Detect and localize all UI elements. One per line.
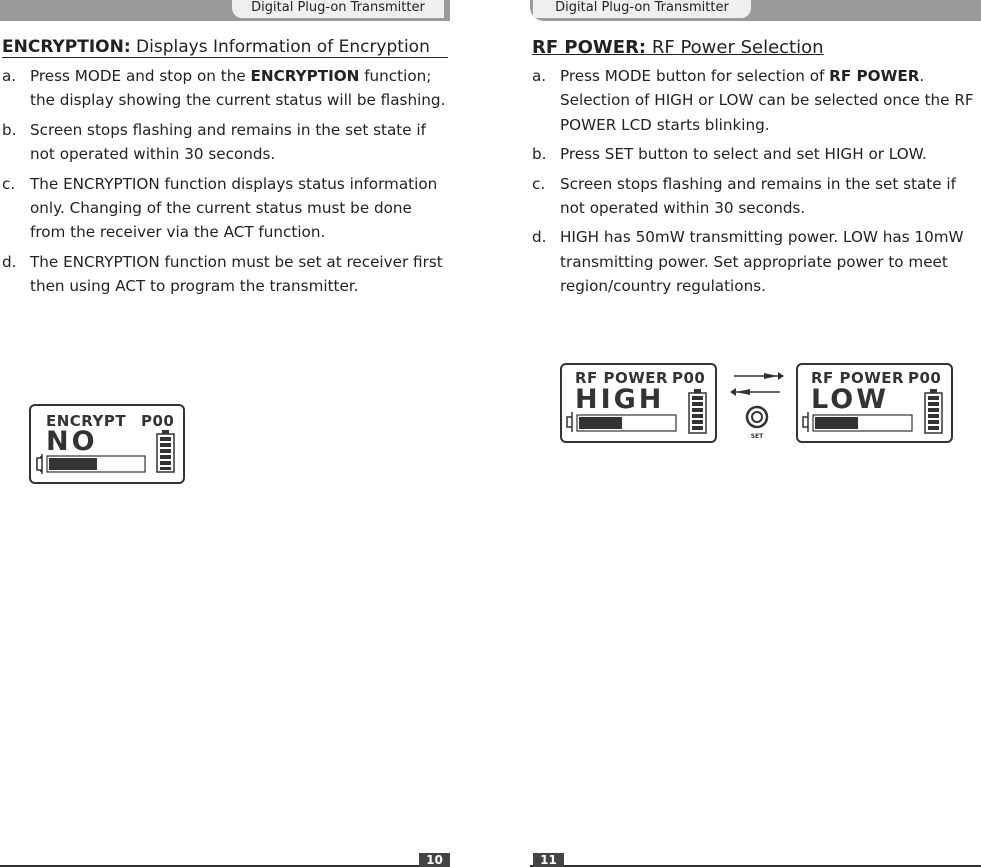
speaker-icon <box>803 412 808 432</box>
header-title: Digital Plug-on Transmitter <box>232 0 444 18</box>
list-item <box>2 172 448 245</box>
section-title-keyword: ENCRYPTION: <box>2 37 131 57</box>
lcd-graphics <box>31 406 187 486</box>
lcd-value: LOW <box>811 384 889 415</box>
set-button-icon <box>747 407 767 427</box>
lcd-display-encrypt <box>29 404 185 484</box>
arrow-left-icon <box>730 388 780 396</box>
list-item <box>2 64 448 113</box>
item-text: function; the display showing the current status will be flashing. <box>30 67 446 110</box>
lcd-value: NO <box>46 426 98 457</box>
list-item <box>532 172 978 221</box>
item-marker: c. <box>532 174 546 193</box>
speaker-icon <box>37 454 42 474</box>
list-item <box>532 225 978 298</box>
audio-meter-fill <box>579 417 622 429</box>
list-item <box>2 250 448 299</box>
item-marker: b. <box>2 120 17 139</box>
section-title <box>532 37 824 58</box>
list-item <box>532 142 978 166</box>
speaker-icon <box>567 412 572 432</box>
list-item <box>532 64 978 137</box>
lcd-function-label: RF POWER <box>811 369 905 387</box>
section-title <box>2 37 448 58</box>
section-title-keyword: RF POWER: <box>532 37 647 58</box>
lcd-graphics <box>562 365 719 445</box>
item-text: Press MODE and stop on the <box>30 67 251 85</box>
instruction-list <box>2 64 448 304</box>
arrow-right-icon <box>734 372 784 380</box>
header-title: Digital Plug-on Transmitter <box>533 0 751 18</box>
instruction-list <box>532 64 978 304</box>
battery-icon <box>157 430 174 472</box>
toggle-diagram <box>728 368 788 442</box>
item-keyword: ENCRYPTION <box>250 67 360 85</box>
lcd-preset-label: P00 <box>141 412 175 430</box>
item-text: The ENCRYPTION function displays status information only. Changing of the current status must be done from the receiver via the ACT function. <box>30 174 438 242</box>
list-item <box>2 118 448 167</box>
item-marker: a. <box>532 67 547 85</box>
battery-icon <box>689 389 706 433</box>
item-marker: b. <box>532 145 547 164</box>
item-text: . Selection of HIGH or LOW can be selected once the RF POWER LCD starts blinking. <box>560 67 974 134</box>
item-text: The ENCRYPTION function must be set at receiver first then using ACT to program the transmitter. <box>30 252 443 296</box>
audio-meter-fill <box>815 417 858 429</box>
lcd-display-rf-low <box>796 363 953 443</box>
audio-meter-fill <box>49 458 97 470</box>
left-page <box>0 0 450 867</box>
lcd-preset-label: P00 <box>908 369 942 387</box>
lcd-function-label: RF POWER <box>575 369 669 387</box>
item-marker: a. <box>2 67 17 85</box>
right-page <box>530 0 981 867</box>
lcd-function-label: ENCRYPT <box>46 412 127 430</box>
battery-icon <box>925 389 942 433</box>
item-marker: d. <box>2 252 17 271</box>
set-button-label: SET <box>750 433 764 440</box>
item-text: Screen stops flashing and remains in the set state if not operated within 30 seconds. <box>560 174 956 218</box>
item-text: Press SET button to select and set HIGH or LOW. <box>560 145 927 164</box>
item-marker: d. <box>532 228 547 247</box>
item-keyword: RF POWER <box>829 67 920 85</box>
page-number: 11 <box>533 853 564 867</box>
item-text: HIGH has 50mW transmitting power. LOW has 10mW transmitting power. Set appropriate power to meet region/country regulations. <box>560 228 964 296</box>
lcd-value: HIGH <box>575 384 665 415</box>
page-number: 10 <box>419 853 450 867</box>
lcd-display-rf-high <box>560 363 717 443</box>
item-text: Press MODE button for selection of <box>560 67 830 85</box>
section-title-description: RF Power Selection <box>646 37 824 58</box>
lcd-preset-label: P00 <box>672 369 706 387</box>
item-marker: c. <box>2 174 16 193</box>
item-text: Screen stops flashing and remains in the set state if not operated within 30 seconds. <box>30 120 426 164</box>
section-title-description: Displays Information of Encryption <box>130 37 430 57</box>
lcd-graphics <box>798 365 955 445</box>
